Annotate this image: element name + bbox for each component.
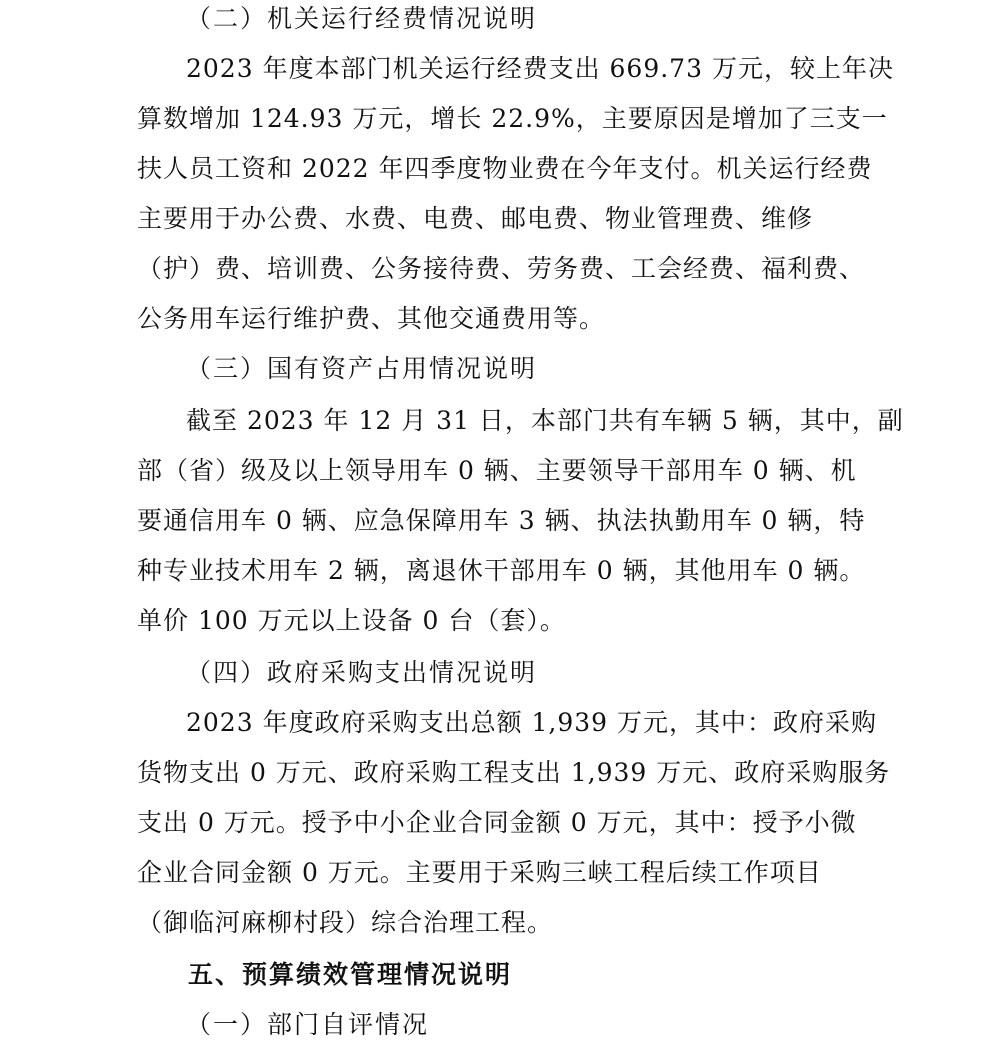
paragraph-line: （御临河麻柳村段）综合治理工程。 — [137, 908, 554, 937]
paragraph-line: （护）费、培训费、公务接待费、劳务费、工会经费、福利费、 — [137, 254, 866, 283]
paragraph-line: 扶人员工资和 2022 年四季度物业费在今年支付。机关运行经费 — [137, 154, 873, 183]
subheading-government-procurement: （四）政府采购支出情况说明 — [186, 658, 538, 687]
subheading-state-assets: （三）国有资产占用情况说明 — [186, 354, 538, 383]
paragraph-line: 要通信用车 0 辆、应急保障用车 3 辆、执法执勤用车 0 辆，特 — [137, 506, 866, 535]
paragraph-line: 种专业技术用车 2 辆，离退休干部用车 0 辆，其他用车 0 辆。 — [137, 556, 866, 585]
paragraph-line: 单价 100 万元以上设备 0 台（套）。 — [137, 606, 566, 635]
subheading-self-evaluation: （一）部门自评情况 — [186, 1010, 430, 1039]
paragraph-line: 算数增加 124.93 万元，增长 22.9%，主要原因是增加了三支一 — [137, 104, 888, 133]
paragraph-line: 2023 年度本部门机关运行经费支出 669.73 万元，较上年决 — [186, 54, 894, 83]
paragraph-line: 支出 0 万元。授予中小企业合同金额 0 万元，其中：授予小微 — [137, 808, 857, 837]
paragraph-line: 2023 年度政府采购支出总额 1,939 万元，其中：政府采购 — [186, 708, 878, 737]
paragraph-line: 主要用于办公费、水费、电费、邮电费、物业管理费、维修 — [137, 204, 814, 233]
paragraph-line: 截至 2023 年 12 月 31 日，本部门共有车辆 5 辆，其中，副 — [186, 406, 904, 435]
paragraph-line: 企业合同金额 0 万元。主要用于采购三峡工程后续工作项目 — [137, 858, 822, 887]
paragraph-line: 公务用车运行维护费、其他交通费用等。 — [137, 304, 606, 333]
section-heading-performance-management: 五、预算绩效管理情况说明 — [188, 960, 513, 989]
paragraph-line: 部（省）级及以上领导用车 0 辆、主要领导干部用车 0 辆、机 — [137, 456, 857, 485]
subheading-operating-expenses: （二）机关运行经费情况说明 — [186, 4, 538, 33]
paragraph-line: 货物支出 0 万元、政府采购工程支出 1,939 万元、政府采购服务 — [137, 758, 891, 787]
